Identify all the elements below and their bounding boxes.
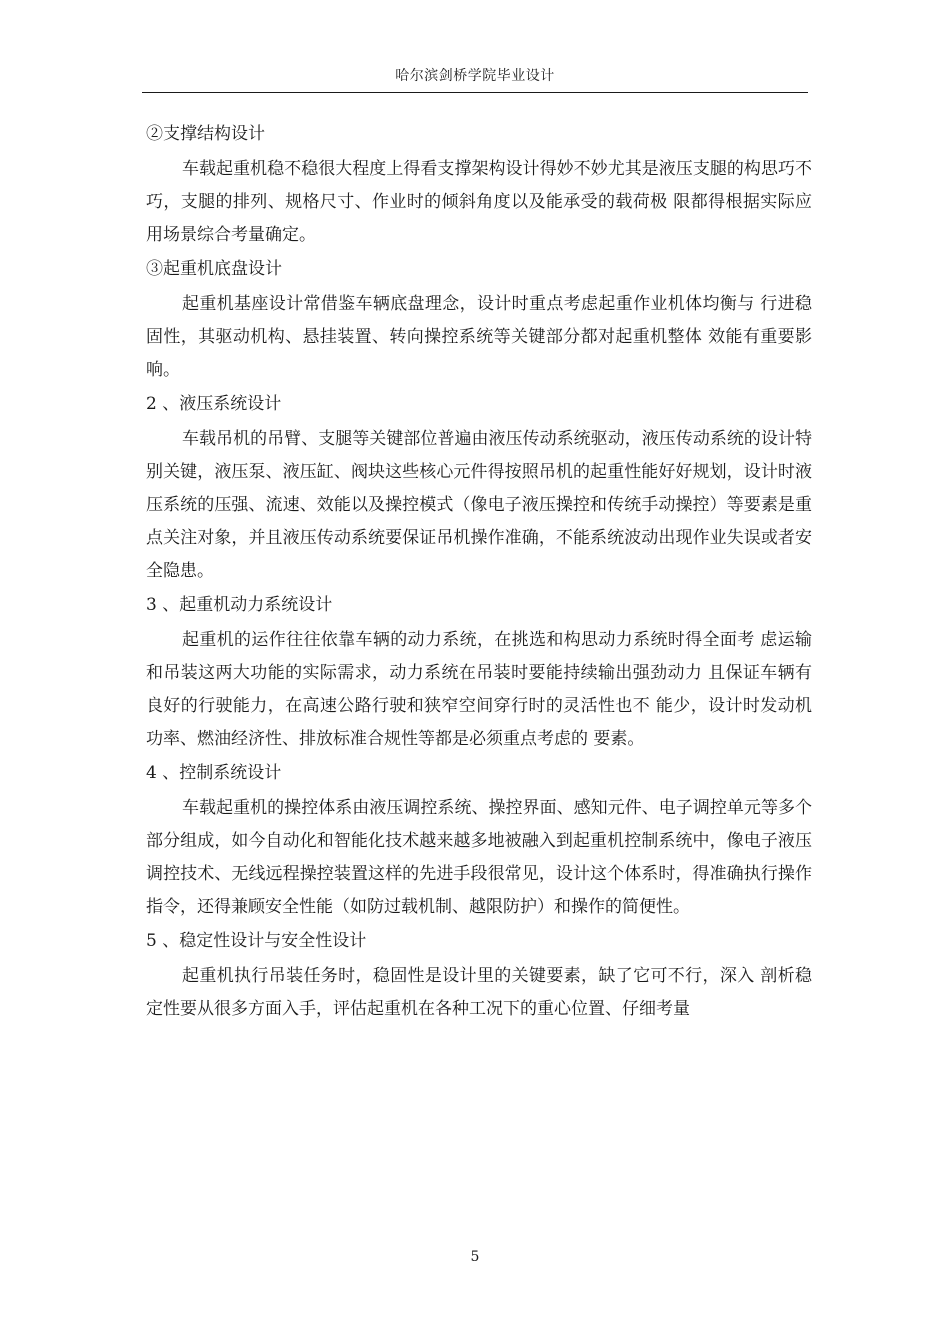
section-heading-chassis: ③起重机底盘设计 [146, 259, 282, 279]
section-paragraph-control-system: 车载起重机的操控体系由液压调控系统、操控界面、感知元件、电子调控单元等多个部分组成，如今自动化和智能化技术越来越多地被融入到起重机控制系统中，像电子液压调控技术、无线远程操控装置这样的先进手段很常见，设计这个体系时，得准确执行操作指令，还得兼顾安全性能（如防过载机制、越限防护）和操作的简便性。 [146, 798, 812, 917]
header-divider [142, 92, 808, 93]
section-heading-power-system: 3 、起重机动力系统设计 [146, 595, 333, 615]
section-heading-stability-safety: 5 、稳定性设计与安全性设计 [146, 931, 367, 951]
section-paragraph-support-structure: 车载起重机稳不稳很大程度上得看支撑架构设计得妙不妙尤其是液压支腿的构思巧不巧，支腿的排列、规格尺寸、作业时的倾斜角度以及能承受的载荷极 限都得根据实际应用场景综合考量确定。 [146, 159, 812, 245]
section-paragraph-hydraulic-system: 车载吊机的吊臂、支腿等关键部位普遍由液压传动系统驱动，液压传动系统的设计特别关键，液压泵、液压缸、阀块这些核心元件得按照吊机的起重性能好好规划，设计时液压系统的压强、流速、效能以及操控模式（像电子液压操控和传统手动操控）等要素是重点关注对象，并且液压传动系统要保证吊机操作准确，不能系统波动出现作业失误或者安全隐患。 [146, 429, 812, 581]
section-heading-support-structure: ②支撑结构设计 [146, 124, 265, 144]
section-paragraph-power-system: 起重机的运作往往依靠车辆的动力系统，在挑选和构思动力系统时得全面考 虑运输和吊装这两大功能的实际需求，动力系统在吊装时要能持续输出强劲动力 且保证车辆有良好的行驶能力，在高速公路行驶和狭窄空间穿行时的灵活性也不 能少，设计时发动机功率、燃油经济性、排放标准合规性等都是必须重点考虑的 要素。 [146, 630, 812, 749]
section-heading-hydraulic-system: 2 、液压系统设计 [146, 394, 282, 414]
section-paragraph-stability-safety: 起重机执行吊装任务时，稳固性是设计里的关键要素，缺了它可不行，深入 剖析稳定性要从很多方面入手，评估起重机在各种工况下的重心位置、仔细考量 [146, 966, 812, 1019]
page-number: 5 [470, 1249, 480, 1265]
document-body [146, 117, 812, 1026]
section-heading-control-system: 4 、控制系统设计 [146, 763, 282, 783]
section-paragraph-chassis: 起重机基座设计常借鉴车辆底盘理念，设计时重点考虑起重作业机体均衡与 行进稳固性，其驱动机构、悬挂装置、转向操控系统等关键部分都对起重机整体 效能有重要影响。 [146, 294, 812, 380]
page-header: 哈尔滨剑桥学院毕业设计 [395, 68, 555, 84]
